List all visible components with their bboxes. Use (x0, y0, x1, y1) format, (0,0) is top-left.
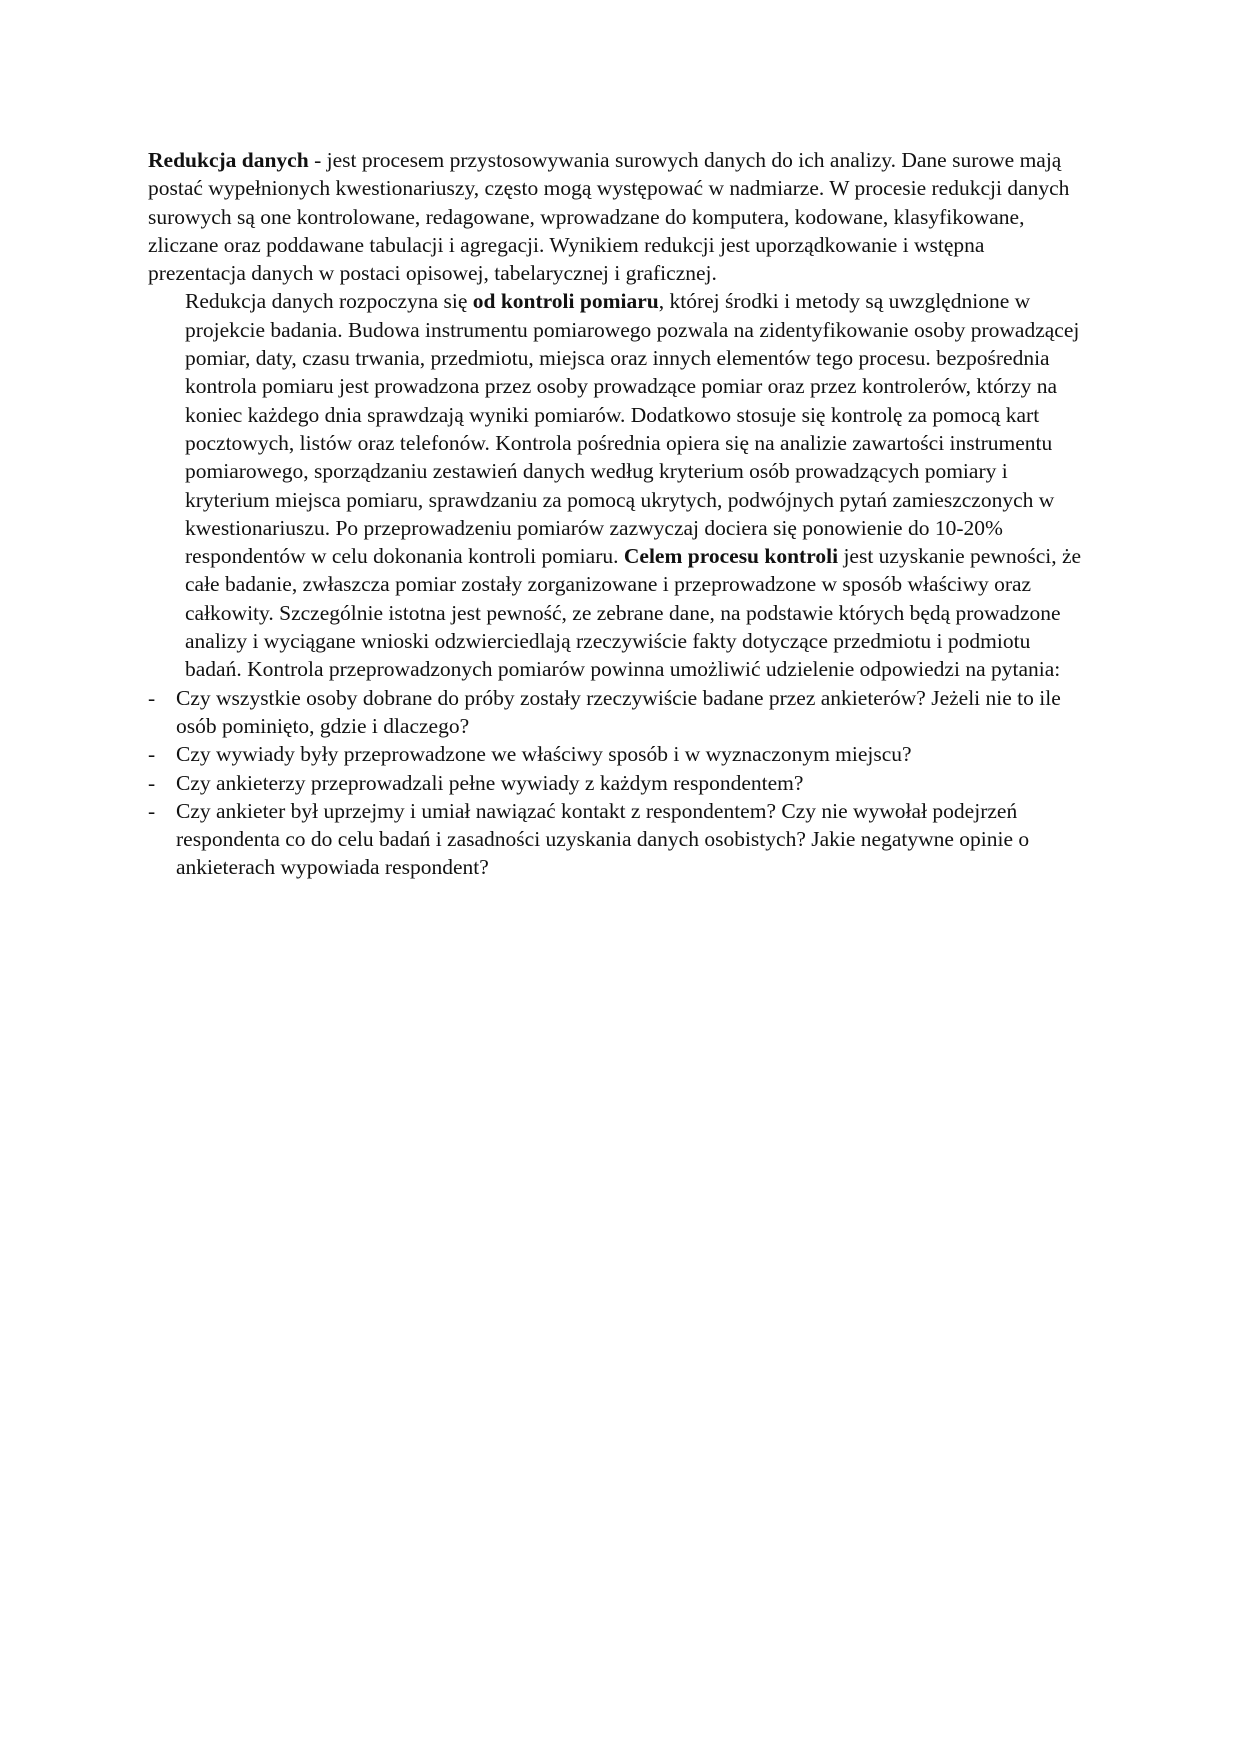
dash-bullet-icon: - (148, 685, 156, 710)
question-text: Czy wszystkie osoby dobrane do próby zostały rzeczywiście badane przez ankieterów? Jeżeli nie to ile osób pominięto, gdzie i dlaczego? (176, 685, 1061, 738)
control-paragraph (148, 287, 1085, 683)
dash-bullet-icon: - (148, 798, 156, 823)
control-text-1: Redukcja danych rozpoczyna się (185, 289, 473, 314)
list-item (148, 797, 1076, 882)
list-item (148, 684, 1076, 741)
control-bold-2: Celem procesu kontroli (623, 544, 839, 569)
intro-paragraph (148, 146, 1078, 287)
dash-bullet-icon: - (148, 770, 156, 795)
list-item (148, 769, 1076, 797)
control-bold-1: od kontroli pomiaru (472, 289, 659, 314)
document-page (148, 146, 1088, 882)
question-list (148, 684, 1088, 882)
intro-text: - jest procesem przystosowywania surowych danych do ich analizy. Dane surowe mają postać wypełnionych kwestionariuszy, często mogą występować w nadmiarze. W procesie redukcji danych surowych są one kontrolowane, redagowane, wprowadzane do komputera, kodowane, klasyfikowane, zliczane oraz poddawane tabulacji i agregacji. Wynikiem redukcji jest uporządkowanie i wstępna prezentacja danych w postaci opisowej, tabelarycznej i graficznej. (148, 148, 1070, 286)
list-item (148, 740, 1076, 768)
question-text: Czy ankieter był uprzejmy i umiał nawiązać kontakt z respondentem? Czy nie wywołał podejrzeń respondenta co do celu badań i zasadności uzyskania danych osobistych? Jakie negatywne opinie o ankieterach wypowiada respondent? (176, 798, 1030, 880)
question-text: Czy ankieterzy przeprowadzali pełne wywiady z każdym respondentem? (176, 770, 804, 795)
control-text-3: jest uzyskanie pewności, że całe badanie, zwłaszcza pomiar zostały zorganizowane i przeprowadzone w sposób właściwy oraz całkowity. Szczególnie istotna jest pewność, ze zebrane dane, na podstawie których będą prowadzone analizy i wyciągane wnioski odzwierciedlają rzeczywiście fakty dotyczące przedmiotu i podmiotu badań. Kontrola przeprowadzonych pomiarów powinna umożliwić udzielenie odpowiedzi na pytania: (185, 544, 1082, 682)
question-text: Czy wywiady były przeprowadzone we właściwy sposób i w wyznaczonym miejscu? (176, 742, 912, 767)
dash-bullet-icon: - (148, 742, 156, 767)
defined-term: Redukcja danych (148, 148, 309, 172)
control-text-2: , której środki i metody są uwzględnione w projekcie badania. Budowa instrumentu pomiarowego pozwala na zidentyfikowanie osoby prowadzącej pomiar, daty, czasu trwania, przedmiotu, miejsca oraz innych elementów tego procesu. bezpośrednia kontrola pomiaru jest prowadzona przez osoby prowadzące pomiar oraz przez kontrolerów, którzy na koniec każdego dnia sprawdzają wyniki pomiarów. Dodatkowo stosuje się kontrolę za pomocą kart pocztowych, listów oraz telefonów. Kontrola pośrednia opiera się na analizie zawartości instrumentu pomiarowego, sporządzaniu zestawień danych według kryterium osób prowadzących pomiary i kryterium miejsca pomiaru, sprawdzaniu za pomocą ukrytych, podwójnych pytań zamieszczonych w kwestionariuszu. Po przeprowadzeniu pomiarów zazwyczaj dociera się ponowienie do 10-20% respondentów w celu dokonania kontroli pomiaru. (185, 289, 1080, 569)
